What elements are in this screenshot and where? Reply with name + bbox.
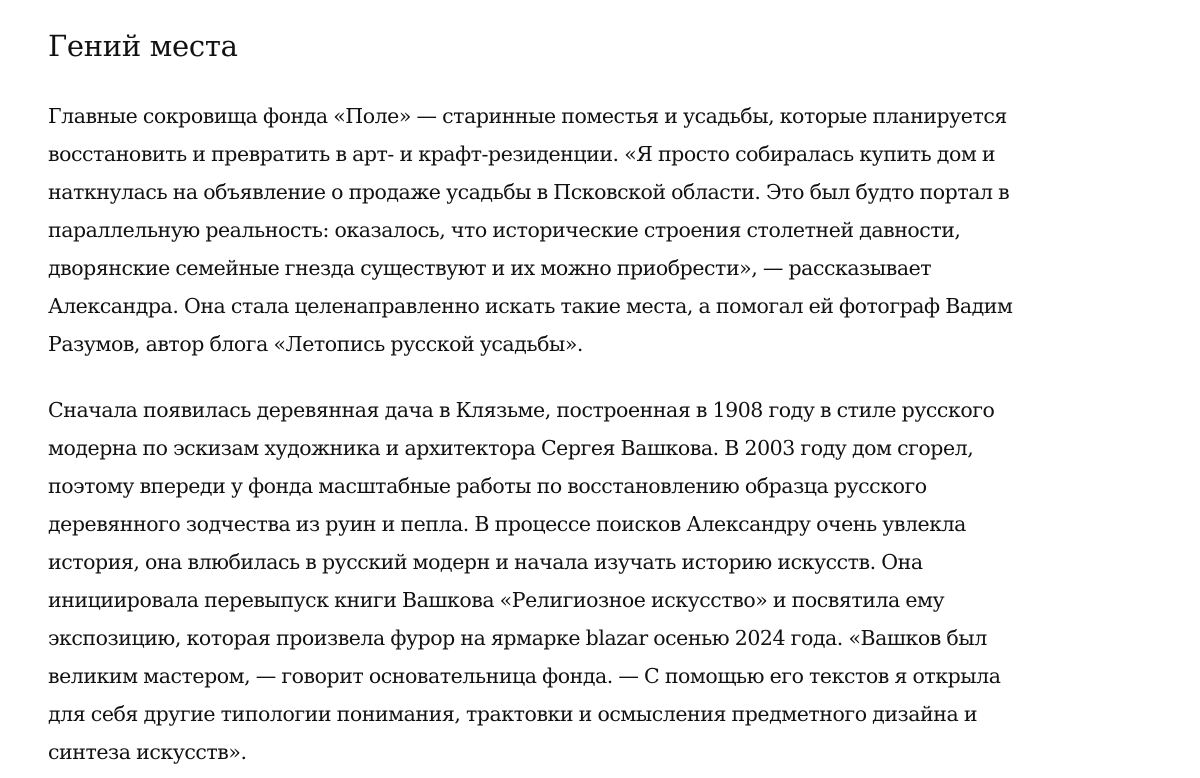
- paragraph-line: Сначала появилась деревянная дача в Клязьме, построенная в 1908 году в стиле русского: [48, 398, 995, 422]
- article-paragraph-2: [48, 391, 1001, 771]
- paragraph-line: поэтому впереди у фонда масштабные работы по восстановлению образца русского: [48, 474, 927, 498]
- paragraph-line: Главные сокровища фонда «Поле» — старинные поместья и усадьбы, которые планируется: [48, 104, 1007, 128]
- paragraph-line: деревянного зодчества из руин и пепла. В процессе поисков Александру очень увлекла: [48, 512, 966, 536]
- paragraph-line: дворянские семейные гнезда существуют и их можно приобрести», — рассказывает: [48, 256, 932, 280]
- paragraph-line: восстановить и превратить в арт- и крафт-резиденции. «Я просто собиралась купить дом и: [48, 142, 996, 166]
- paragraph-line: инициировала перевыпуск книги Вашкова «Религиозное искусство» и посвятила ему: [48, 588, 945, 612]
- paragraph-line: Разумов, автор блога «Летопись русской усадьбы».: [48, 332, 583, 356]
- paragraph-line: наткнулась на объявление о продаже усадьбы в Псковской области. Это был будто портал в: [48, 180, 1010, 204]
- paragraph-line: история, она влюбилась в русский модерн и начала изучать историю искусств. Она: [48, 550, 923, 574]
- paragraph-line: для себя другие типологии понимания, трактовки и осмысления предметного дизайна и: [48, 702, 978, 726]
- article-paragraph-1: [48, 97, 1012, 363]
- paragraph-line: великим мастером, — говорит основательница фонда. — С помощью его текстов я открыла: [48, 664, 1001, 688]
- paragraph-line: параллельную реальность: оказалось, что исторические строения столетней давности,: [48, 218, 961, 242]
- paragraph-line: экспозицию, которая произвела фурор на ярмарке blazar осенью 2024 года. «Вашков был: [48, 626, 987, 650]
- paragraph-line: модерна по эскизам художника и архитектора Сергея Вашкова. В 2003 году дом сгорел,: [48, 436, 974, 460]
- article-heading: Гений места: [48, 29, 238, 63]
- paragraph-line: Александра. Она стала целенаправленно искать такие места, а помогал ей фотограф Вадим: [48, 294, 1013, 318]
- paragraph-line: синтеза искусств».: [48, 740, 247, 764]
